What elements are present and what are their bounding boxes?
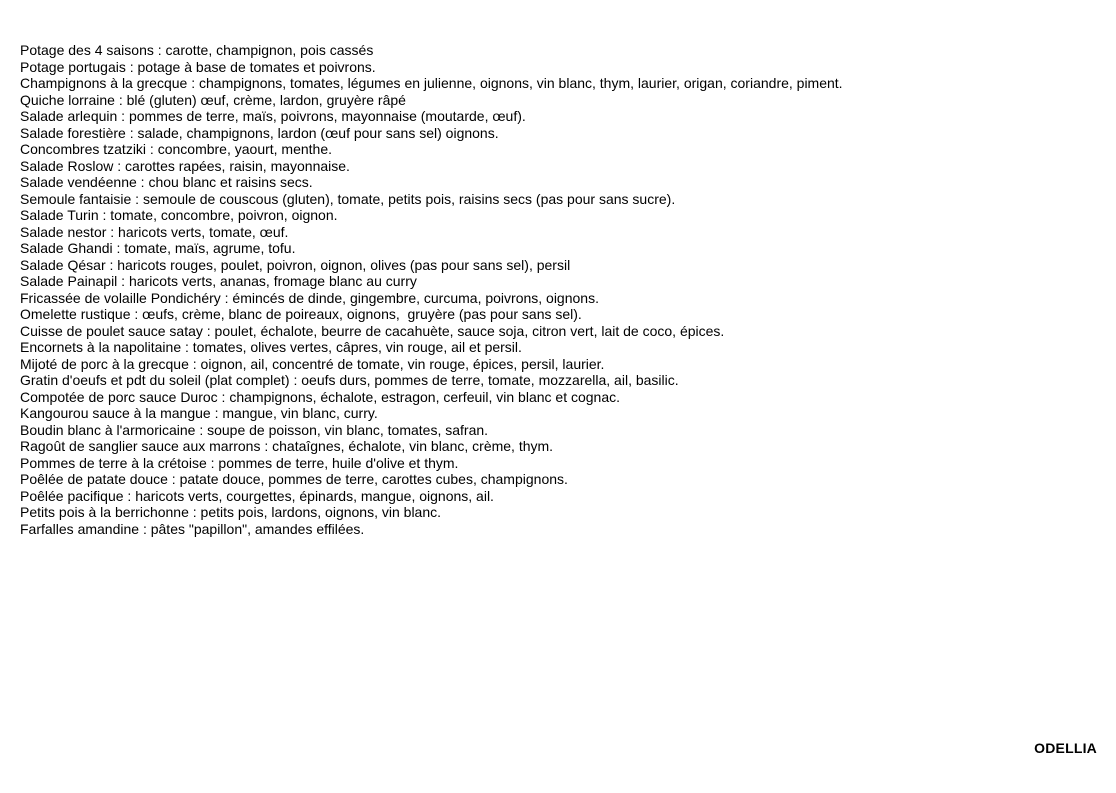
recipe-line: Farfalles amandine : pâtes "papillon", amandes effilées.: [20, 520, 365, 537]
recipe-line: Salade Painapil : haricots verts, ananas, fromage blanc au curry: [20, 273, 417, 289]
recipe-line: Omelette rustique : œufs, crème, blanc de poireaux, oignons, gruyère (pas pour sans sel).: [20, 306, 582, 322]
recipe-line: Potage portugais : potage à base de tomates et poivrons.: [20, 58, 376, 75]
recipe-line: Champignons à la grecque : champignons, tomates, légumes en julienne, oignons, vin blanc, thym, laurier, origan, coriandre, piment.: [20, 75, 843, 91]
recipe-line: Potage des 4 saisons : carotte, champignon, pois cassés: [20, 42, 374, 58]
recipe-line: Petits pois à la berrichonne : petits pois, lardons, oignons, vin blanc.: [20, 504, 442, 520]
brand-name: ODELLIA: [1034, 740, 1097, 756]
recipe-line: Poêlée de patate douce : patate douce, pommes de terre, carottes cubes, champignons.: [20, 471, 568, 487]
recipe-line: Compotée de porc sauce Duroc : champignons, échalote, estragon, cerfeuil, vin blanc et cognac.: [20, 388, 621, 405]
recipe-line: Salade Roslow : carottes rapées, raisin, mayonnaise.: [20, 157, 350, 174]
recipe-line: Gratin d'oeufs et pdt du soleil (plat complet) : oeufs durs, pommes de terre, tomate, mozzarella, ail, basilic.: [20, 372, 679, 388]
recipe-line: Salade forestière : salade, champignons, lardon (œuf pour sans sel) oignons.: [20, 124, 499, 141]
recipe-line: Kangourou sauce à la mangue : mangue, vin blanc, curry.: [20, 405, 378, 421]
recipe-line: Fricassée de volaille Pondichéry : émincés de dinde, gingembre, curcuma, poivrons, oignons.: [20, 289, 599, 306]
recipe-line: Semoule fantaisie : semoule de couscous (gluten), tomate, petits pois, raisins secs (pas pour sans sucre).: [20, 190, 676, 207]
recipe-line: Concombres tzatziki : concombre, yaourt, menthe.: [20, 141, 333, 157]
recipe-line: Salade Ghandi : tomate, maïs, agrume, tofu.: [20, 240, 296, 256]
recipe-line: Encornets à la napolitaine : tomates, olives vertes, câpres, vin rouge, ail et persil.: [20, 339, 522, 355]
recipe-line: Boudin blanc à l'armoricaine : soupe de poisson, vin blanc, tomates, safran.: [20, 421, 489, 438]
recipe-line: Pommes de terre à la crétoise : pommes de terre, huile d'olive et thym.: [20, 454, 459, 471]
recipe-line: Cuisse de poulet sauce satay : poulet, échalote, beurre de cacahuète, sauce soja, citron vert, lait de coco, épices.: [20, 322, 725, 339]
recipe-line: Salade arlequin : pommes de terre, maïs, poivrons, mayonnaise (moutarde, œuf).: [20, 108, 526, 124]
recipe-line: Mijoté de porc à la grecque : oignon, ail, concentré de tomate, vin rouge, épices, persil, laurier.: [20, 355, 605, 372]
recipe-line: Salade Qésar : haricots rouges, poulet, poivron, oignon, olives (pas pour sans sel), persil: [20, 256, 571, 273]
recipe-line: Salade nestor : haricots verts, tomate, œuf.: [20, 223, 289, 240]
recipe-line: Quiche lorraine : blé (gluten) œuf, crème, lardon, gruyère râpé: [20, 91, 406, 108]
recipe-line: Poêlée pacifique : haricots verts, courgettes, épinards, mangue, oignons, ail.: [20, 487, 494, 504]
recipe-list: [20, 42, 843, 537]
recipe-line: Ragoût de sanglier sauce aux marrons : chataîgnes, échalote, vin blanc, crème, thym.: [20, 438, 554, 454]
recipe-line: Salade Turin : tomate, concombre, poivron, oignon.: [20, 207, 338, 223]
recipe-line: Salade vendéenne : chou blanc et raisins secs.: [20, 174, 313, 190]
